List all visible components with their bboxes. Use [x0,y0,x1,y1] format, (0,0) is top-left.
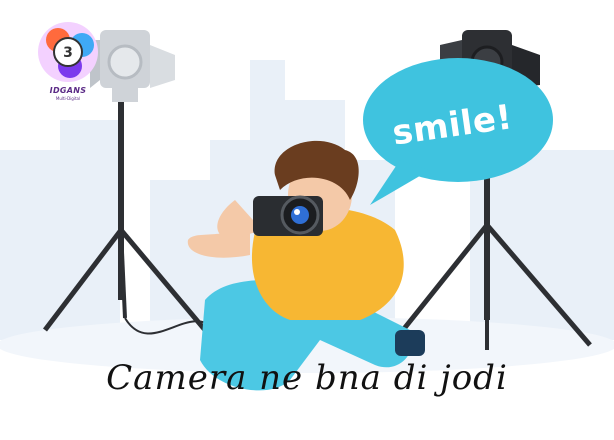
caption: Camera ne bna di jodi [106,358,508,398]
svg-text:3: 3 [63,45,73,61]
brand-logo [38,22,98,82]
logo-tagline: Multi-Digital [55,96,81,101]
logo-name: IDGANS [49,86,87,95]
bubble-text: smile! [389,97,515,154]
